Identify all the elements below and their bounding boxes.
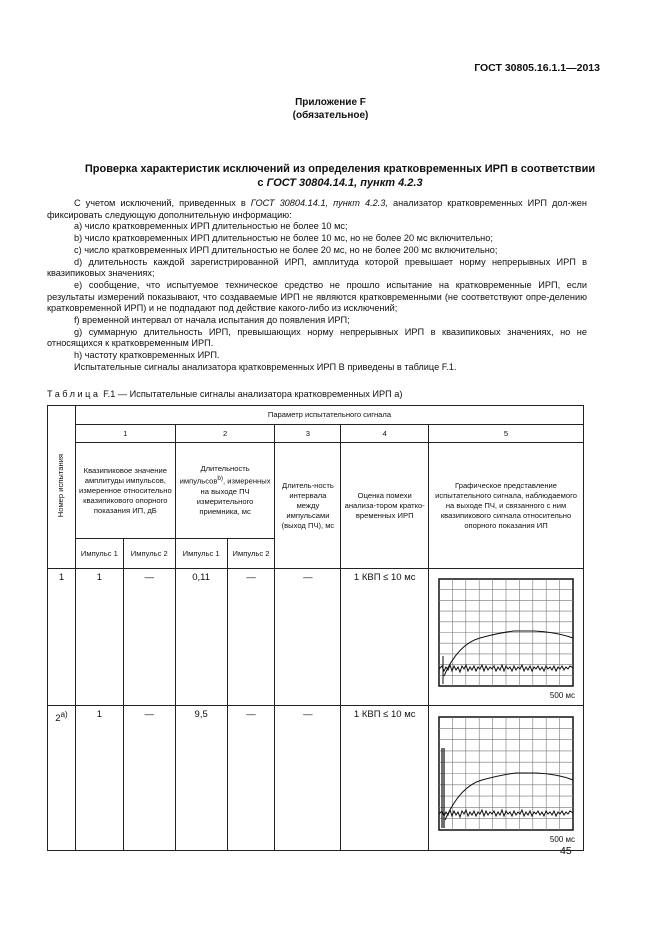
closing-paragraph: Испытательные сигналы анализатора кратковременных ИРП В приведены в таблице F.1.: [74, 361, 457, 372]
col-number: 4: [341, 425, 429, 443]
intro-post: анализатор кратковременных ИРП дол-жен фиксировать следующую дополнительную информацию:: [47, 198, 587, 220]
amplitude-pulse-2: —: [123, 569, 175, 706]
signal-graph: [429, 716, 583, 845]
section-heading: [40, 162, 640, 190]
duration-pulse-2: —: [227, 706, 275, 851]
heading-reference: ГОСТ 30804.14.1, пункт 4.2.3: [266, 177, 423, 189]
param-header: Параметр испытательного сигнала: [75, 406, 583, 425]
signal-graph-cell: [429, 569, 584, 706]
intro-pre: С учетом исключений, приведенных в: [74, 198, 251, 208]
appendix-title: [0, 96, 661, 122]
amplitude-pulse-2: —: [123, 706, 175, 851]
body-text: [47, 198, 587, 374]
row-header-label: Номер испытания: [56, 453, 66, 518]
list-item: b) число кратковременных ИРП длительностью не более 10 мс, но не более 20 мс включительно;: [74, 233, 493, 244]
list-item: g) суммарную длительность ИРП, превышающих норму непрерывных ИРП в квазипиковых значениях, но не относящихся к кратковременным ИРП.: [47, 326, 587, 349]
appendix-label: Приложение F: [295, 97, 366, 108]
interval-value: —: [275, 706, 341, 851]
standard-header: ГОСТ 30805.16.1.1—2013: [474, 62, 600, 74]
oscillogram-graphic: [438, 716, 574, 832]
col2-footnote: b): [217, 475, 224, 483]
time-scale-label: 500 мс: [549, 691, 575, 700]
page-number: 45: [560, 845, 572, 857]
table-row: [48, 706, 584, 851]
amplitude-pulse-1: 1: [75, 569, 123, 706]
list-item: f) временной интервал от начала испытания до появления ИРП;: [74, 315, 350, 326]
col1-header: Квазипиковое значение амплитуды импульсов, измеренное относительно квазипикового опорного показания ИП, дБ: [75, 443, 175, 539]
list-item: с) число кратковременных ИРП длительностью не более 20 мс, но не более 200 мс включительно;: [74, 244, 498, 255]
test-number-value: 2: [55, 713, 61, 725]
row-header-cell: [48, 406, 76, 569]
signal-graph: [429, 578, 583, 701]
time-scale-label: 500 мс: [549, 835, 575, 844]
pulse1-subheader: Импульс 1: [75, 539, 123, 569]
heading-line-1: Проверка характеристик исключений из определения кратковременных ИРП в соответствии: [84, 163, 596, 175]
interval-value: —: [275, 569, 341, 706]
list-item: а) число кратковременных ИРП длительностью не более 10 мс;: [74, 221, 348, 232]
col3-header: Длитель-ность интервала между импульсами (выход ПЧ), мс: [275, 443, 341, 569]
col2-header: [175, 443, 275, 539]
analyzer-result: 1 КВП ≤ 10 мс: [341, 569, 429, 706]
col4-header: Оценка помехи анализа-тором кратко-временных ИРП: [341, 443, 429, 569]
intro-reference: ГОСТ 30804.14.1, пункт 4.2.3,: [250, 198, 388, 208]
test-number: [48, 706, 76, 851]
col-number: 3: [275, 425, 341, 443]
test-number: 1: [48, 569, 76, 706]
test-signals-table: [47, 405, 584, 851]
col-number: 1: [75, 425, 175, 443]
heading-line-2: [40, 176, 640, 190]
intro-paragraph: [47, 198, 587, 221]
table-caption: [47, 389, 402, 399]
list-item: h) частоту кратковременных ИРП.: [74, 350, 220, 361]
duration-pulse-1: 9,5: [175, 706, 227, 851]
col2-header-rest: , измеренных на выходе ПЧ измерительного приемника, мс: [196, 476, 271, 516]
col-number: 5: [429, 425, 584, 443]
table-caption-word: Таблица: [47, 389, 101, 399]
table-row: [48, 569, 584, 706]
analyzer-result: 1 КВП ≤ 10 мс: [341, 706, 429, 851]
duration-pulse-2: —: [227, 569, 275, 706]
test-number-footnote: а): [60, 710, 68, 719]
signal-graph-cell: [429, 706, 584, 851]
appendix-status: (обязательное): [292, 110, 369, 121]
amplitude-pulse-1: 1: [75, 706, 123, 851]
pulse2-subheader: Импульс 2: [227, 539, 275, 569]
table-caption-rest: F.1 — Испытательные сигналы анализатора кратковременных ИРП а): [100, 389, 403, 399]
list-item: d) длительность каждой зарегистрированной ИРП, амплитуда которой превышает норму непрерывных ИРП в квазипиковых значениях;: [47, 256, 587, 279]
col2-header-text: Длительность импульсов: [179, 464, 250, 486]
col5-header: Графическое представление испытательного сигнала, наблюдаемого на выходе ПЧ, и связанного с ним квазипикового сигнала относительно опорного показания ИП: [429, 443, 584, 569]
heading-prefix: с: [257, 177, 267, 189]
list-item: е) сообщение, что испытуемое техническое средство не прошло испытание на кратковременные ИРП, если результаты измерений показывают, что создаваемые ИРП не являются кратковременными (не соответствуют опре-делению кратковременной ИРП) и не подпадают под действие какого-либо из исключений;: [47, 279, 587, 314]
oscillogram-graphic: [438, 578, 574, 688]
pulse2-subheader: Импульс 2: [123, 539, 175, 569]
col-number: 2: [175, 425, 275, 443]
duration-pulse-1: 0,11: [175, 569, 227, 706]
pulse1-subheader: Импульс 1: [175, 539, 227, 569]
